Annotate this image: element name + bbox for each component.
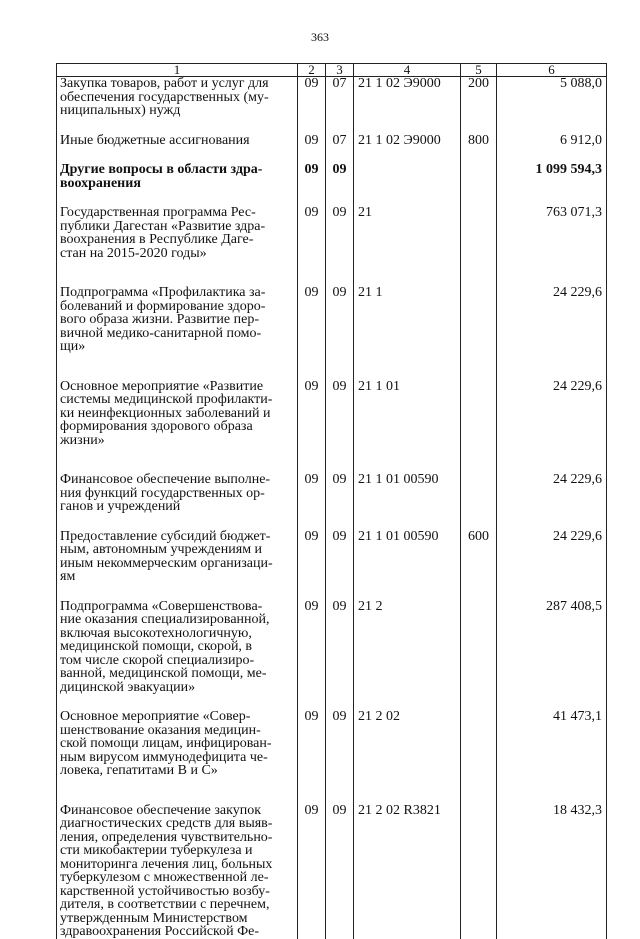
row-name-line: воохранения — [60, 175, 141, 191]
expense-type-code — [461, 710, 497, 804]
amount: 6 912,0 — [497, 134, 607, 164]
target-article-code: 21 2 02 R3821 — [354, 804, 461, 939]
budget-table — [56, 63, 607, 939]
row-name-line: ние оказания специализированной, — [60, 612, 270, 627]
subsection-code: 09 — [326, 206, 354, 286]
row-name-line: Подпрограмма «Профилактика за- — [60, 285, 266, 300]
column-header-5: 5 — [461, 64, 497, 77]
row-name — [57, 206, 298, 286]
row-name-line: туберкулезом с множественной ле- — [60, 870, 269, 885]
row-name — [57, 163, 298, 206]
row-name-line: щи» — [60, 339, 86, 354]
row-name — [57, 380, 298, 474]
target-article-code — [354, 163, 461, 206]
row-name-line: Предоставление субсидий бюджет- — [60, 528, 271, 544]
amount: 24 229,6 — [497, 473, 607, 530]
table-row — [57, 286, 607, 380]
table-row — [57, 710, 607, 804]
subsection-code: 09 — [326, 286, 354, 380]
row-name-line: утвержденным Министерством — [60, 910, 248, 926]
row-name-line: сти микобактерии туберкулеза и — [60, 843, 253, 858]
page-number: 363 — [311, 30, 329, 44]
row-name-line: здравоохранения Российской Фе- — [60, 924, 260, 939]
amount: 41 473,1 — [497, 710, 607, 804]
row-name-line: системы медицинской профилакти- — [60, 392, 273, 407]
row-name-line: обеспечения государственных (му- — [60, 89, 269, 105]
row-name-line: формирования здорового образа — [60, 419, 253, 434]
row-name-line: дицинской эвакуации» — [60, 679, 196, 695]
row-name-line: медицинской помощи, скорой, в — [60, 639, 253, 654]
row-name — [57, 804, 298, 939]
subsection-code: 09 — [326, 163, 354, 206]
row-name-line: Иные бюджетные ассигнования — [60, 132, 250, 148]
expense-type-code: 600 — [461, 530, 497, 600]
table-row — [57, 77, 607, 134]
row-name — [57, 710, 298, 804]
column-header-1: 1 — [57, 64, 298, 77]
target-article-code: 21 1 02 Э9000 — [354, 134, 461, 164]
row-name-line: вого образа жизни. Развитие пер- — [60, 312, 259, 327]
expense-type-code — [461, 163, 497, 206]
section-code: 09 — [298, 134, 326, 164]
row-name-line: Подпрограмма «Совершенствова- — [60, 598, 263, 614]
row-name-line: вичной медико-санитарной помо- — [60, 325, 262, 341]
section-code: 09 — [298, 380, 326, 474]
row-name-line: ки неинфекционных заболеваний и — [60, 405, 271, 421]
column-header-2: 2 — [298, 64, 326, 77]
table-header-row — [57, 64, 607, 77]
row-name-line: Финансовое обеспечение закупок — [60, 802, 262, 818]
amount: 5 088,0 — [497, 77, 607, 134]
table-row — [57, 600, 607, 711]
table-row — [57, 206, 607, 286]
row-name-line: воохранения в Республике Даге- — [60, 232, 254, 247]
row-name-line: Финансовое обеспечение выполне- — [60, 472, 271, 487]
section-code: 09 — [298, 804, 326, 939]
section-code: 09 — [298, 530, 326, 600]
target-article-code: 21 1 01 — [354, 380, 461, 474]
expense-type-code — [461, 206, 497, 286]
section-code: 09 — [298, 206, 326, 286]
section-code: 09 — [298, 473, 326, 530]
row-name-line: мониторинга лечения лиц, больных — [60, 856, 273, 872]
column-header-4: 4 — [354, 64, 461, 77]
row-name-line: публики Дагестан «Развитие здра- — [60, 218, 266, 234]
section-code: 09 — [298, 710, 326, 804]
subsection-code: 09 — [326, 600, 354, 711]
amount: 24 229,6 — [497, 380, 607, 474]
row-name-line: ным вирусом иммунодефицита че- — [60, 749, 268, 765]
subsection-code: 09 — [326, 530, 354, 600]
subsection-code: 09 — [326, 380, 354, 474]
expense-type-code — [461, 380, 497, 474]
column-header-3: 3 — [326, 64, 354, 77]
row-name-line: шенствование оказания медицин- — [60, 722, 261, 738]
row-name — [57, 473, 298, 530]
table-body — [57, 77, 607, 939]
section-code: 09 — [298, 600, 326, 711]
amount: 24 229,6 — [497, 530, 607, 600]
amount: 18 432,3 — [497, 804, 607, 939]
row-name-line: включая высокотехнологичную, — [60, 625, 252, 641]
row-name-line: диагностических средств для выяв- — [60, 816, 273, 831]
table-row — [57, 163, 607, 206]
row-name-line: стан на 2015-2020 годы» — [60, 245, 207, 261]
section-code: 09 — [298, 163, 326, 206]
subsection-code: 09 — [326, 710, 354, 804]
expense-type-code — [461, 473, 497, 530]
section-code: 09 — [298, 77, 326, 134]
row-name-line: ванной, медицинской помощи, ме- — [60, 666, 267, 681]
expense-type-code: 200 — [461, 77, 497, 134]
row-name-line: ным, автономным учреждениям и — [60, 542, 263, 557]
row-name-line: том числе скорой специализиро- — [60, 652, 255, 668]
target-article-code: 21 2 — [354, 600, 461, 711]
expense-type-code — [461, 600, 497, 711]
column-header-6: 6 — [497, 64, 607, 77]
table-row — [57, 530, 607, 600]
row-name — [57, 530, 298, 600]
row-name — [57, 286, 298, 380]
amount: 287 408,5 — [497, 600, 607, 711]
table-row — [57, 134, 607, 164]
row-name-line: жизни» — [60, 432, 105, 448]
table-row — [57, 473, 607, 530]
section-code: 09 — [298, 286, 326, 380]
row-name-line: Основное мероприятие «Развитие — [60, 378, 264, 394]
target-article-code: 21 2 02 — [354, 710, 461, 804]
row-name-line: ния функций государственных ор- — [60, 485, 265, 501]
subsection-code: 09 — [326, 473, 354, 530]
expense-type-code — [461, 804, 497, 939]
subsection-code: 07 — [326, 77, 354, 134]
subsection-code: 07 — [326, 134, 354, 164]
row-name-line: Государственная программа Рес- — [60, 205, 256, 220]
row-name-line: иным некоммерческим организаци- — [60, 555, 273, 571]
row-name-line: Основное мероприятие «Совер- — [60, 709, 251, 724]
row-name-line: ниципальных) нужд — [60, 103, 181, 118]
row-name-line: ской помощи лицам, инфицирован- — [60, 736, 272, 751]
row-name — [57, 77, 298, 134]
row-name-line: ганов и учреждений — [60, 499, 181, 514]
target-article-code: 21 — [354, 206, 461, 286]
row-name-line: ловека, гепатитами В и С» — [60, 763, 218, 778]
target-article-code: 21 1 01 00590 — [354, 473, 461, 530]
target-article-code: 21 1 01 00590 — [354, 530, 461, 600]
amount: 24 229,6 — [497, 286, 607, 380]
row-name-line: дителя, в соответствии с перечнем, — [60, 897, 270, 912]
row-name — [57, 600, 298, 711]
row-name — [57, 134, 298, 164]
amount: 1 099 594,3 — [497, 163, 607, 206]
row-name-line: Закупка товаров, работ и услуг для — [60, 76, 269, 91]
row-name-line: ления, определения чувствительно- — [60, 829, 273, 845]
row-name-line: ям — [60, 569, 76, 584]
expense-type-code — [461, 286, 497, 380]
amount: 763 071,3 — [497, 206, 607, 286]
row-name-line: Другие вопросы в области здра- — [60, 162, 263, 177]
row-name-line: карственной устойчивостью возбу- — [60, 883, 270, 899]
expense-type-code: 800 — [461, 134, 497, 164]
table-row — [57, 380, 607, 474]
table-row — [57, 804, 607, 939]
target-article-code: 21 1 02 Э9000 — [354, 77, 461, 134]
target-article-code: 21 1 — [354, 286, 461, 380]
row-name-line: болеваний и формирование здоро- — [60, 298, 266, 314]
subsection-code: 09 — [326, 804, 354, 939]
